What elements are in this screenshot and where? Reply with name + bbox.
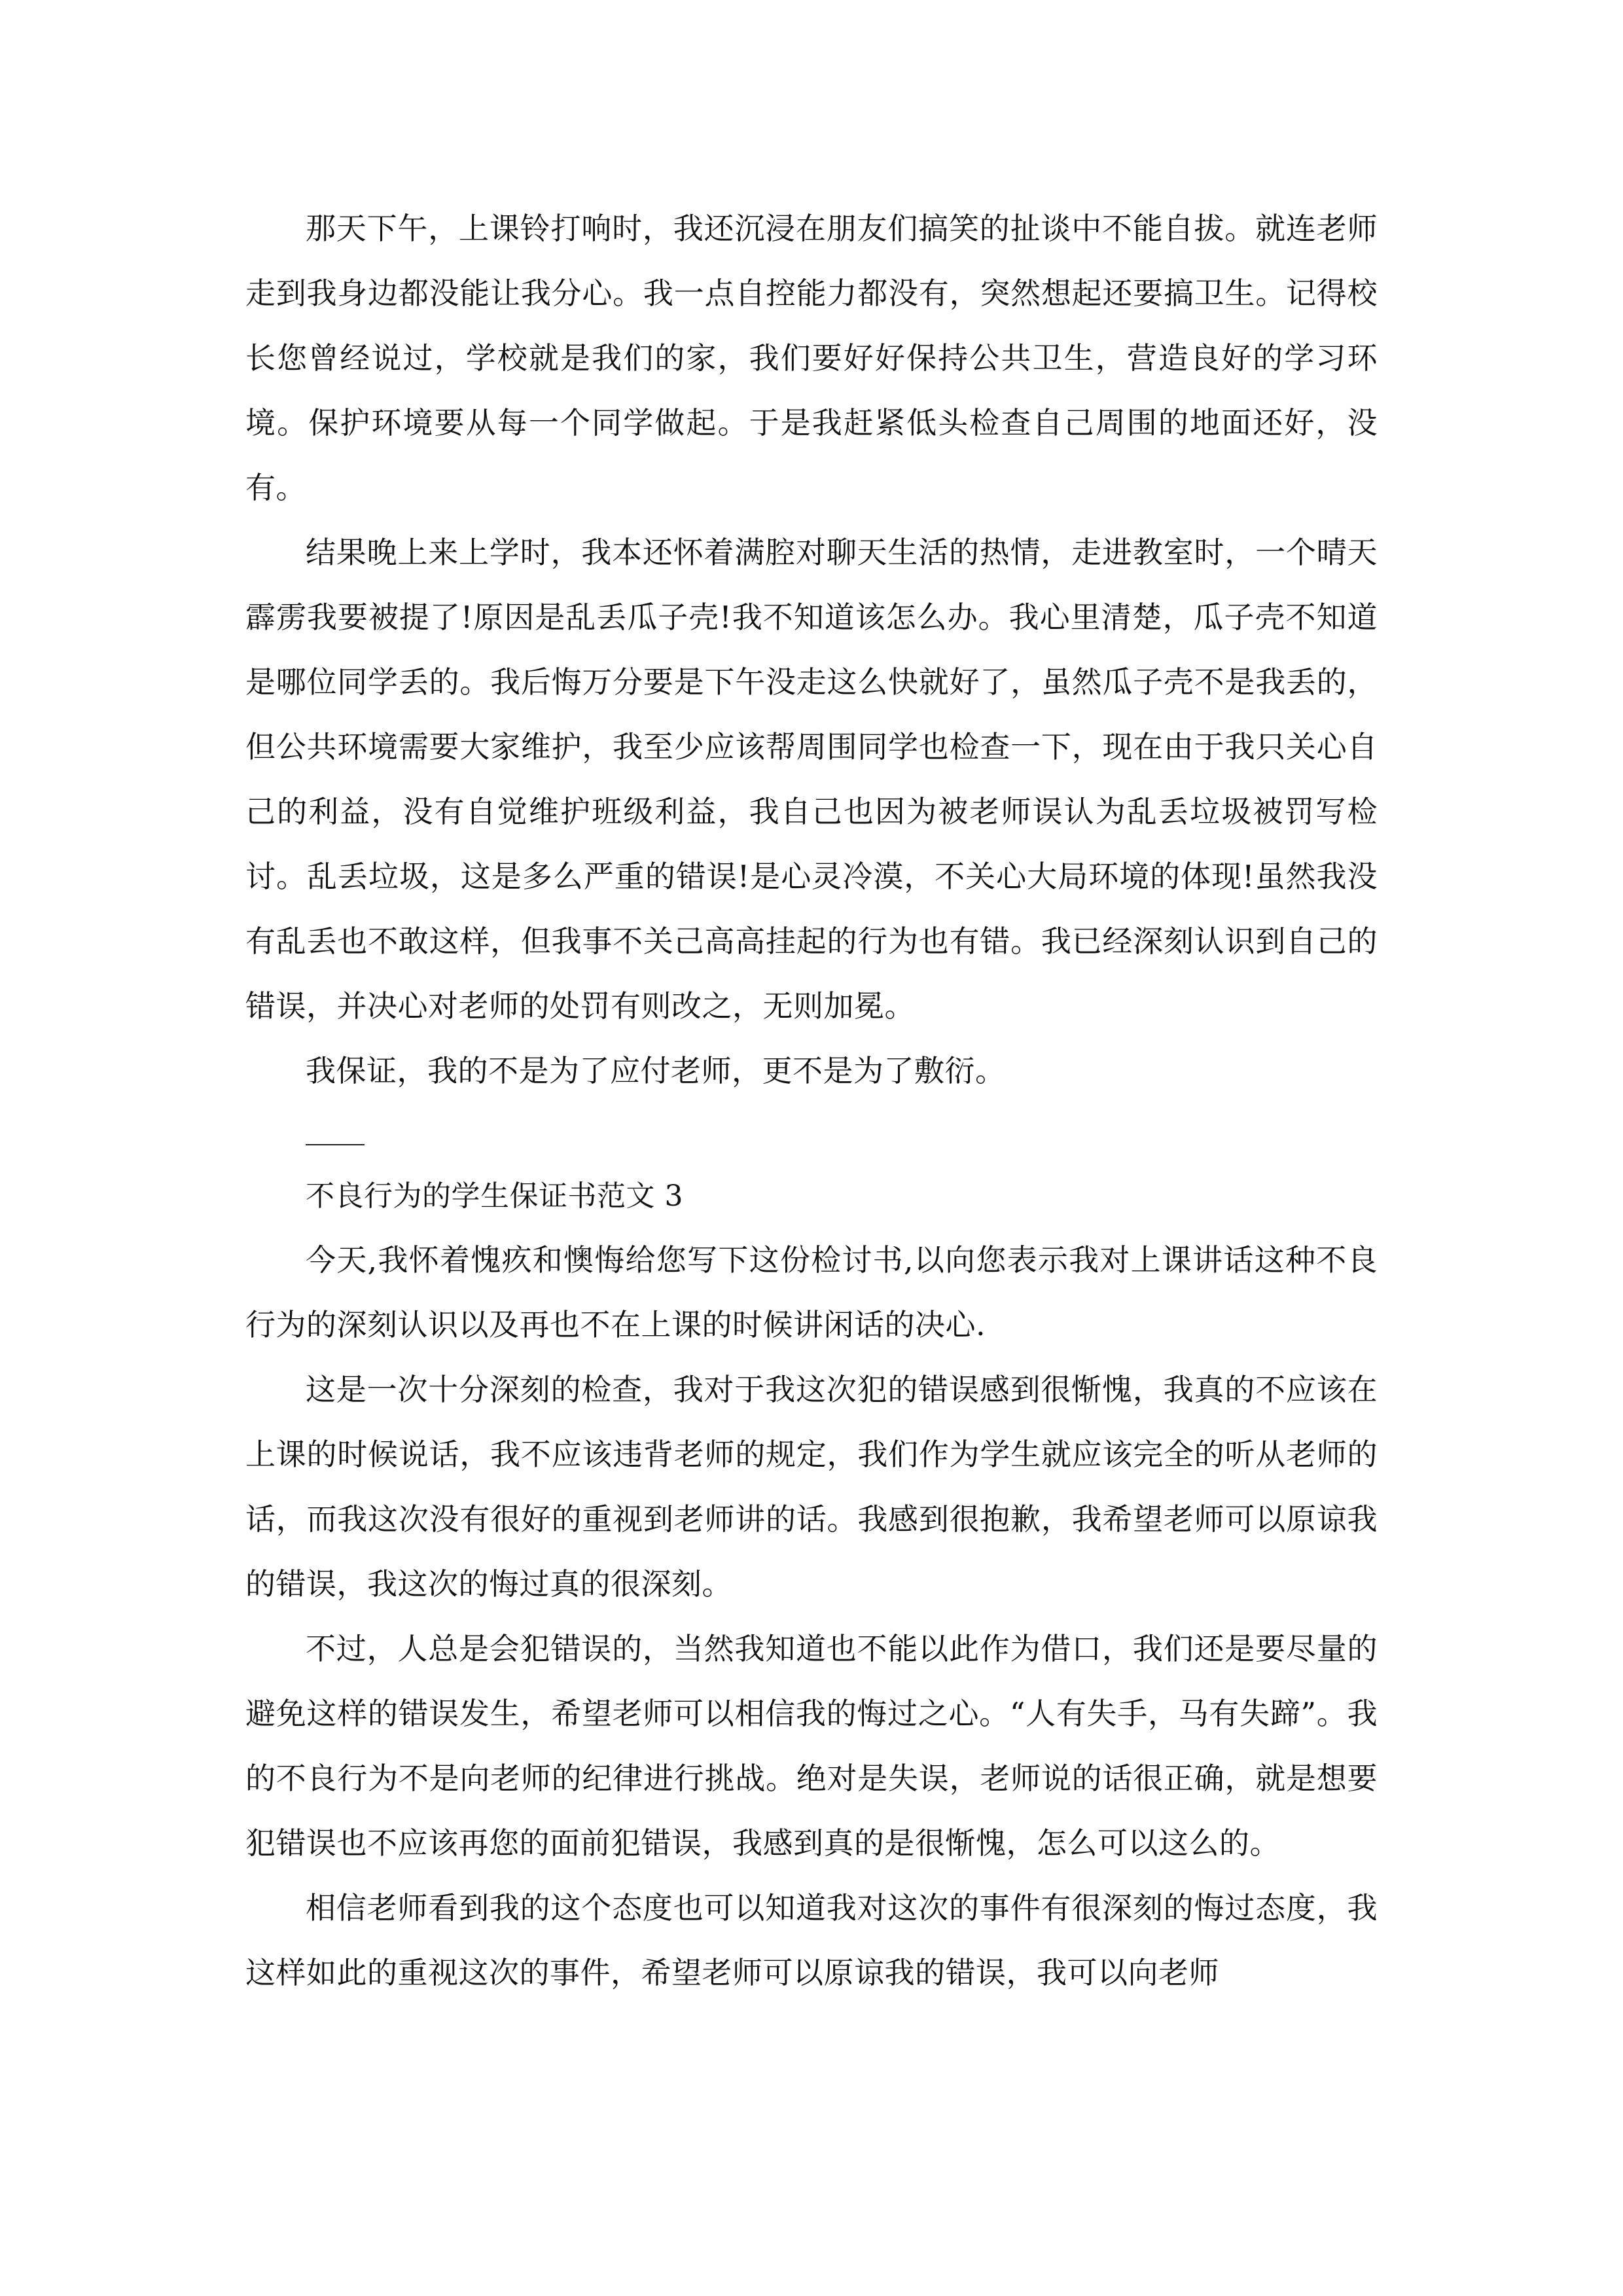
paragraph: 今天,我怀着愧疚和懊悔给您写下这份检讨书,以向您表示我对上课讲话这种不良行为的深刻认识以及再也不在上课的时候讲闲话的决心. [245,1242,1378,1342]
paragraph: 那天下午，上课铃打响时，我还沉浸在朋友们搞笑的扯谈中不能自拔。就连老师走到我身边都没能让我分心。我一点自控能力都没有，突然想起还要搞卫生。记得校长您曾经说过，学校就是我们的家，我们要好好保持公共卫生，营造良好的学习环境。保护环境要从每一个同学做起。于是我赶紧低头检查自己周围的地面还好，没有。 [245,211,1378,505]
paragraph: 不过，人总是会犯错误的，当然我知道也不能以此作为借口，我们还是要尽量的避免这样的错误发生，希望老师可以相信我的悔过之心。“人有失手，马有失蹄”。我的不良行为不是向老师的纪律进行挑战。绝对是失误，老师说的话很正确，就是想要犯错误也不应该再您的面前犯错误，我感到真的是很惭愧，怎么可以这么的。 [245,1631,1378,1861]
divider-line [306,1144,365,1145]
paragraph: 这是一次十分深刻的检查，我对于我这次犯的错误感到很惭愧，我真的不应该在上课的时候说话，我不应该违背老师的规定，我们作为学生就应该完全的听从老师的话，而我这次没有很好的重视到老师讲的话。我感到很抱歉，我希望老师可以原谅我的错误，我这次的悔过真的很深刻。 [245,1372,1378,1602]
section-divider [245,1126,1378,1165]
paragraph: 我保证，我的不是为了应付老师，更不是为了敷衍。 [306,1053,1006,1088]
paragraph: 相信老师看到我的这个态度也可以知道我对这次的事件有很深刻的悔过态度，我这样如此的重视这次的事件，希望老师可以原谅我的错误，我可以向老师 [245,1890,1378,1990]
section-title: 不良行为的学生保证书范文 3 [306,1179,683,1213]
document-body [245,196,1378,2005]
paragraph: 结果晚上来上学时，我本还怀着满腔对聊天生活的热情，走进教室时，一个晴天霹雳我要被提了!原因是乱丢瓜子壳!我不知道该怎么办。我心里清楚，瓜子壳不知道是哪位同学丢的。我后悔万分要是下午没走这么快就好了，虽然瓜子壳不是我丢的，但公共环境需要大家维护，我至少应该帮周围同学也检查一下，现在由于我只关心自己的利益，没有自觉维护班级利益，我自己也因为被老师误认为乱丢垃圾被罚写检讨。乱丢垃圾，这是多么严重的错误!是心灵冷漠，不关心大局环境的体现!虽然我没有乱丢也不敢这样，但我事不关己高高挂起的行为也有错。我已经深刻认识到自己的错误，并决心对老师的处罚有则改之，无则加冕。 [245,535,1378,1024]
